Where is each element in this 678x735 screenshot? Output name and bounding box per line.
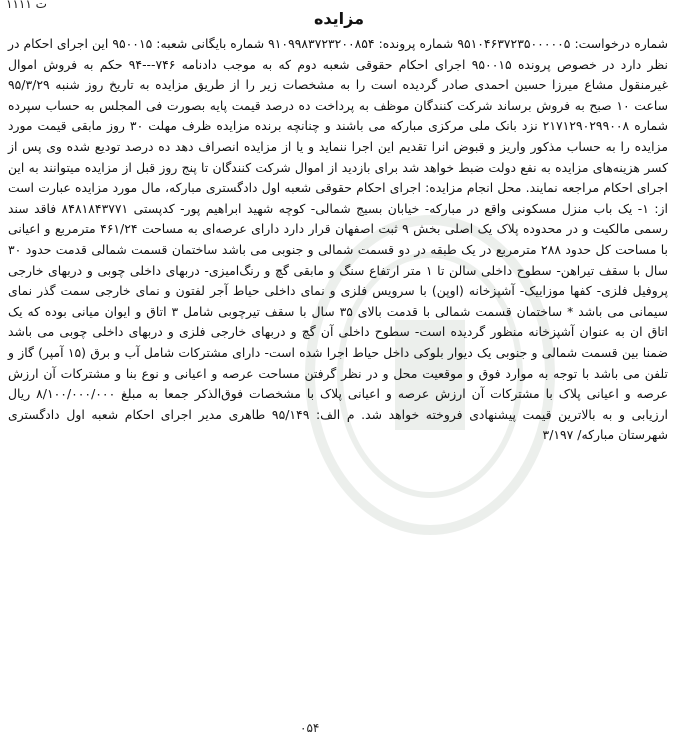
- page-title: مزایده: [313, 9, 365, 28]
- announcement-paragraph: شماره درخواست: ۹۵۱۰۴۶۳۷۲۳۵۰۰۰۰۰۵ شماره پرونده: ۹۱۰۹۹۸۳۷۲۳۲۰۰۸۵۴ شماره بایگانی شعبه: ۹۵۰۰۱۵ این اجرای احکام در نظر دارد در خصوص پرونده ۹۵۰۰۱۵ اجرای احکام حقوقی شعبه دوم که به موجب دادنامه ۷۴۶---۹۴ حکم به فروش اموال غیرمنقول مشاع میرزا حسین احمدی صادر گردیده است را به مشخصات زیر را از طریق مزایده به تاریخ روز شنبه ۹۵/۳/۲۹ ساعت ۱۰ صبح به فروش برساند شرکت کنندگان موظف به پرداخت ده درصد قیمت پایه بصورت فی المجلس به حساب سپرده شماره ۲۱۷۱۲۹۰۲۹۹۰۰۸ نزد بانک ملی مرکزی مبارکه می باشند و چنانچه برنده مزایده ظرف مهلت ۳۰ روز مابقی قیمت مورد مزایده را به حساب مذکور واریز و قبوض انرا تقدیم این اجرا ننماید و یا از مزایده انصراف دهد ده درصد تودیع شده وی پس از کسر هزینه‌های مزایده به نفع دولت ضبط خواهد شد برای بازدید از اموال شرکت کنندگان تا پنج روز قبل از مزایده میتوانند به این اجرای احکام مراجعه نمایند. محل انجام مزایده: اجرای احکام حقوقی شعبه اول دادگستری مبارکه، مال مورد مزایده عبارت است از: ۱- یک باب منزل مسکونی واقع در مبارکه- خیابان بسیج شمالی- کوچه شهید ابراهیم پور- کدپستی ۸۴۸۱۸۴۳۷۷۱ فاقد سند رسمی مالکیت و در محدوده پلاک یک اصلی بخش ۹ ثبت اصفهان قرار دارد دارای عرصه‌ای به مساحت ۴۶۱/۲۴ مترمربع و اعیانی با مساحت کل حدود ۲۸۸ مترمربع در یک طبقه در دو قسمت شمالی و جنوبی می باشد ساختمان قسمت شمالی قدمت حدود ۳۰ سال با سقف تیراهن- سطوح داخلی سالن تا ۱ متر ارتفاع سنگ و مابقی گچ و رنگ‌امیزی- دربهای داخلی چوبی و دربهای خارجی پروفیل فلزی- کفها موزاییک- آشپزخانه (اوپن) با سرویس فلزی و نمای داخلی حیاط آجر لفتون و نمای خارجی سمت گذر نمای سیمانی می باشد * ساختمان قسمت شمالی با قدمت بالای ۳۵ سال با سقف تیرچوبی شامل ۳ اتاق و ایوان میانی بوده که یک اتاق ان به عنوان آشپزخانه منظور گردیده است- سطوح داخلی آن گچ و دربهای خارجی فلزی و دربهای داخلی چوبی می باشد ضمنا بین قسمت شمالی و جنوبی یک دیوار بلوکی داخل حیاط اجرا شده است- دارای مشترکات شامل آب و برق (۱۵ آمپر) گاز و تلفن می باشد با توجه به موارد فوق و موقعیت محل و در نظر گرفتن مساحت عرصه و اعیانی و نوع بنا و مشترکات آن ارزش عرصه و اعیانی پلاک با مشترکات آن ارزش عرصه و اعیانی پلاک با مشخصات فوق‌الذکر جمعا به مبلغ ۸/۱۰۰/۰۰۰/۰۰۰ ریال ارزیابی و به بالاترین قیمت پیشنهادی فروخته خواهد شد. م الف: ۹۵/۱۴۹ طاهری مدیر اجرای احکام شعبه اول دادگستری شهرستان مبارکه/ ۳/۱۹۷: [8, 36, 669, 443]
- bottom-mark: ۰۵۴: [300, 721, 320, 735]
- announcement-body: [8, 34, 668, 446]
- corner-reference: ت ۱۱۱۱: [6, 0, 47, 11]
